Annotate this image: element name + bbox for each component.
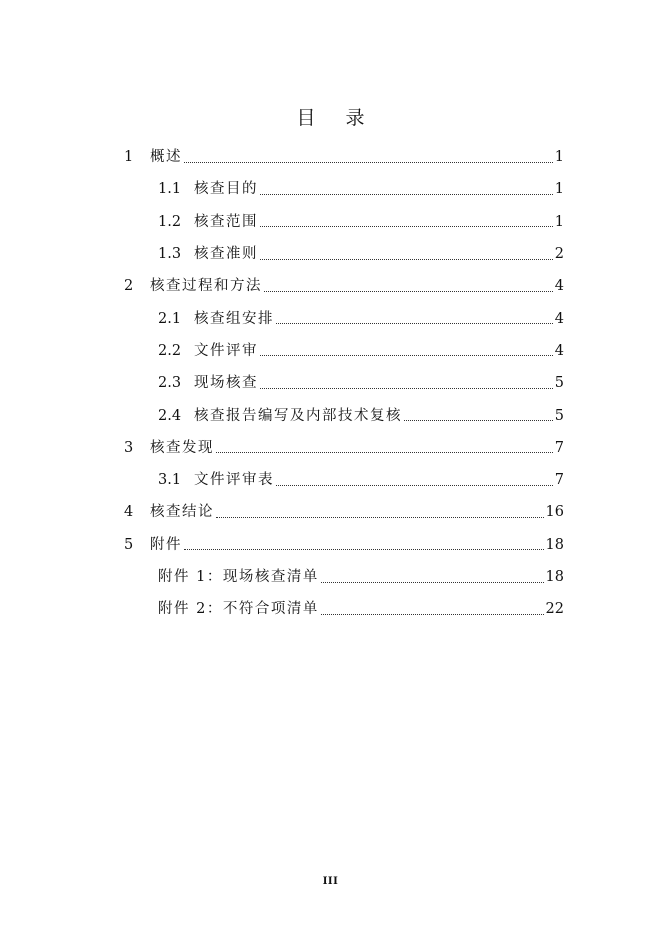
toc-entry-label: 文件评审 xyxy=(194,342,258,359)
toc-entry-number: 2.3 xyxy=(158,375,182,392)
toc-entry-number: 3.1 xyxy=(158,472,182,489)
toc-entry-label: 现场核查 xyxy=(194,375,258,392)
toc-entry[interactable] xyxy=(124,141,564,173)
toc-entry[interactable] xyxy=(124,367,564,399)
toc-entry-number: 5 xyxy=(124,536,134,553)
toc-entry[interactable] xyxy=(124,432,564,464)
dot-leader xyxy=(404,420,553,421)
toc-entry-label: 附件 2：不符合项清单 xyxy=(158,601,319,618)
toc-entry-number: 2.2 xyxy=(158,342,182,359)
toc-entry-label: 核查报告编写及内部技术复核 xyxy=(194,407,402,424)
toc-entry-number: 1.1 xyxy=(158,181,182,198)
toc-entry[interactable] xyxy=(124,399,564,431)
toc-entry-number: 2.1 xyxy=(158,310,182,327)
toc-entry-label: 文件评审表 xyxy=(194,472,274,489)
toc-entry-page: 4 xyxy=(554,342,564,359)
toc-entry[interactable] xyxy=(124,270,564,302)
dot-leader xyxy=(260,259,553,260)
toc-entry-label: 核查过程和方法 xyxy=(150,278,262,295)
toc-entry-label: 核查准则 xyxy=(194,246,258,263)
toc-entry-page: 1 xyxy=(554,181,564,198)
toc-entry-number: 1 xyxy=(124,149,134,166)
toc-entry-page: 18 xyxy=(545,536,564,553)
toc-entry-page: 16 xyxy=(545,504,564,521)
toc-entry-number: 4 xyxy=(124,504,134,521)
toc-entry[interactable] xyxy=(124,496,564,528)
toc-entry-page: 4 xyxy=(554,310,564,327)
toc-entry[interactable] xyxy=(124,464,564,496)
toc-entry-label: 核查发现 xyxy=(150,439,214,456)
toc-entry-number: 1.3 xyxy=(158,246,182,263)
toc-entry[interactable] xyxy=(124,302,564,334)
toc-entry-appendix[interactable] xyxy=(124,561,564,593)
toc-entry[interactable] xyxy=(124,206,564,238)
toc-entry-page: 22 xyxy=(545,601,564,618)
toc-entry[interactable] xyxy=(124,335,564,367)
toc-entry-page: 5 xyxy=(554,375,564,392)
page-number-footer: III xyxy=(322,876,339,887)
dot-leader xyxy=(260,388,553,389)
toc-entry-page: 7 xyxy=(554,472,564,489)
toc-entry[interactable] xyxy=(124,529,564,561)
toc-entry-page: 5 xyxy=(554,407,564,424)
dot-leader xyxy=(216,452,553,453)
table-of-contents xyxy=(124,141,564,625)
toc-entry-label: 概述 xyxy=(150,149,182,166)
toc-entry-label: 附件 1：现场核查清单 xyxy=(158,569,319,585)
toc-entry[interactable] xyxy=(124,173,564,205)
dot-leader xyxy=(276,323,553,324)
toc-entry-page: 1 xyxy=(554,213,564,230)
dot-leader xyxy=(260,194,553,195)
toc-entry-page: 18 xyxy=(545,569,564,585)
toc-entry-label: 核查范围 xyxy=(194,213,258,230)
toc-entry-page: 7 xyxy=(554,439,564,456)
toc-entry-label: 附件 xyxy=(150,536,182,553)
toc-entry-page: 4 xyxy=(554,278,564,295)
dot-leader xyxy=(260,355,553,356)
dot-leader xyxy=(321,582,544,583)
toc-entry-appendix[interactable] xyxy=(124,593,564,625)
toc-title: 目 录 xyxy=(296,107,377,129)
toc-entry-number: 1.2 xyxy=(158,213,182,230)
dot-leader xyxy=(260,226,553,227)
toc-entry-page: 2 xyxy=(554,246,564,263)
dot-leader xyxy=(276,485,553,486)
toc-entry[interactable] xyxy=(124,238,564,270)
toc-entry-label: 核查组安排 xyxy=(194,310,274,327)
toc-entry-label: 核查结论 xyxy=(150,504,214,521)
toc-entry-page: 1 xyxy=(554,149,564,166)
dot-leader xyxy=(184,162,553,163)
dot-leader xyxy=(184,549,544,550)
toc-entry-number: 2 xyxy=(124,278,134,295)
dot-leader xyxy=(321,614,544,615)
toc-entry-label: 核查目的 xyxy=(194,181,258,198)
dot-leader xyxy=(264,291,553,292)
dot-leader xyxy=(216,517,544,518)
toc-entry-number: 2.4 xyxy=(158,407,182,424)
toc-entry-number: 3 xyxy=(124,439,134,456)
